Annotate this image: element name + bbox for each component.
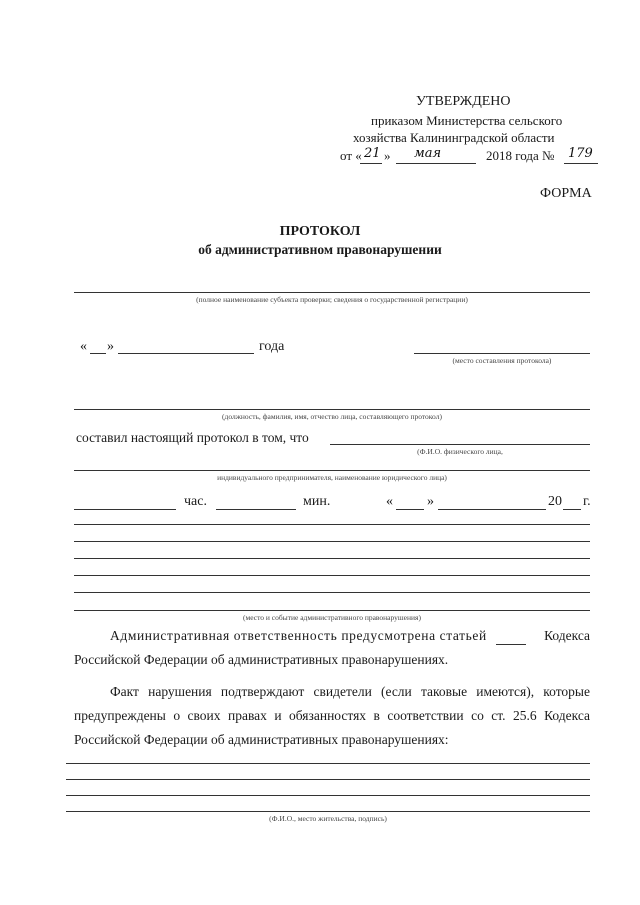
witness-line-2 [66,779,590,780]
date2-close-quote: » [427,494,434,509]
approval-heading: УТВЕРЖДЕНО [416,94,511,109]
date2-month-line [438,509,546,510]
date2-day-line [396,509,424,510]
year-word: года [259,339,285,354]
witness-caption: (Ф.И.О., место жительства, подпись) [269,814,387,823]
hour-word: час. [184,494,207,509]
date-close-quote: » [107,339,114,354]
liability-text-a: Административная ответственность предусмотрена статьей [110,628,487,643]
liability-text-b: Кодекса [544,628,590,643]
year-abbr: г. [583,494,591,509]
liability-text-c: Российской Федерации об административных правонарушениях. [74,652,449,667]
event-line-4 [74,575,590,576]
fio-field-line [330,444,590,445]
month-underline [396,163,476,164]
event-line-5 [74,592,590,593]
subject-caption: (полное наименование субъекта проверки; сведения о государственной регистрации) [196,295,468,304]
document-subtitle: об административном правонарушении [198,242,442,257]
witness-line-4 [66,811,590,812]
form-label: ФОРМА [540,186,592,201]
event-line-3 [74,558,590,559]
document-title: ПРОТОКОЛ [279,224,361,239]
subject-field-line [74,292,590,293]
approval-date-prefix: от « [340,148,362,163]
approval-date-mid: » [384,148,391,163]
witness-line-3 [66,795,590,796]
event-line-2 [74,541,590,542]
hour-field-line [74,509,176,510]
handwritten-month: мая [414,146,442,161]
event-line-1 [74,524,590,525]
date-day-line [90,353,106,354]
entrepreneur-caption: индивидуального предпринимателя, наименование юридического лица) [217,473,447,482]
witness-line-1 [66,763,590,764]
entrepreneur-field-line [74,470,590,471]
official-caption: (должность, фамилия, имя, отчество лица, составляющего протокол) [222,412,442,421]
handwritten-number: 179 [568,146,593,161]
minute-word: мин. [303,494,331,509]
year-digits-line [563,509,581,510]
day-underline [360,163,382,164]
approval-date-row [340,146,600,166]
fio-caption: (Ф.И.О. физического лица, [417,447,503,456]
date-open-quote: « [80,339,87,354]
place-caption: (место составления протокола) [452,356,552,365]
number-underline [564,163,598,164]
date2-open-quote: « [386,494,393,509]
event-line-6 [74,610,590,611]
place-field-line [414,353,590,354]
article-number-line [496,644,526,645]
composed-text: составил настоящий протокол в том, что [76,430,309,445]
paragraph-liability-line-1 [110,628,590,652]
witnesses-text: Факт нарушения подтверждают свидетели (если таковые имеются), которые предупреждены о своих правах и обязанностях в соответствии со ст. 25.6 Кодекса Российской Федерации об административных правонарушениях: [74,684,590,747]
minute-field-line [216,509,296,510]
official-field-line [74,409,590,410]
approval-date-year: 2018 года № [486,148,555,163]
date-month-line [118,353,254,354]
handwritten-day: 21 [364,146,381,161]
century-label: 20 [548,494,562,509]
paragraph-witnesses [74,680,590,752]
approval-line-1: приказом Министерства сельского [371,113,563,128]
event-caption: (место и событие административного правонарушения) [243,613,421,622]
approval-line-2: хозяйства Калининградской области [353,130,555,145]
